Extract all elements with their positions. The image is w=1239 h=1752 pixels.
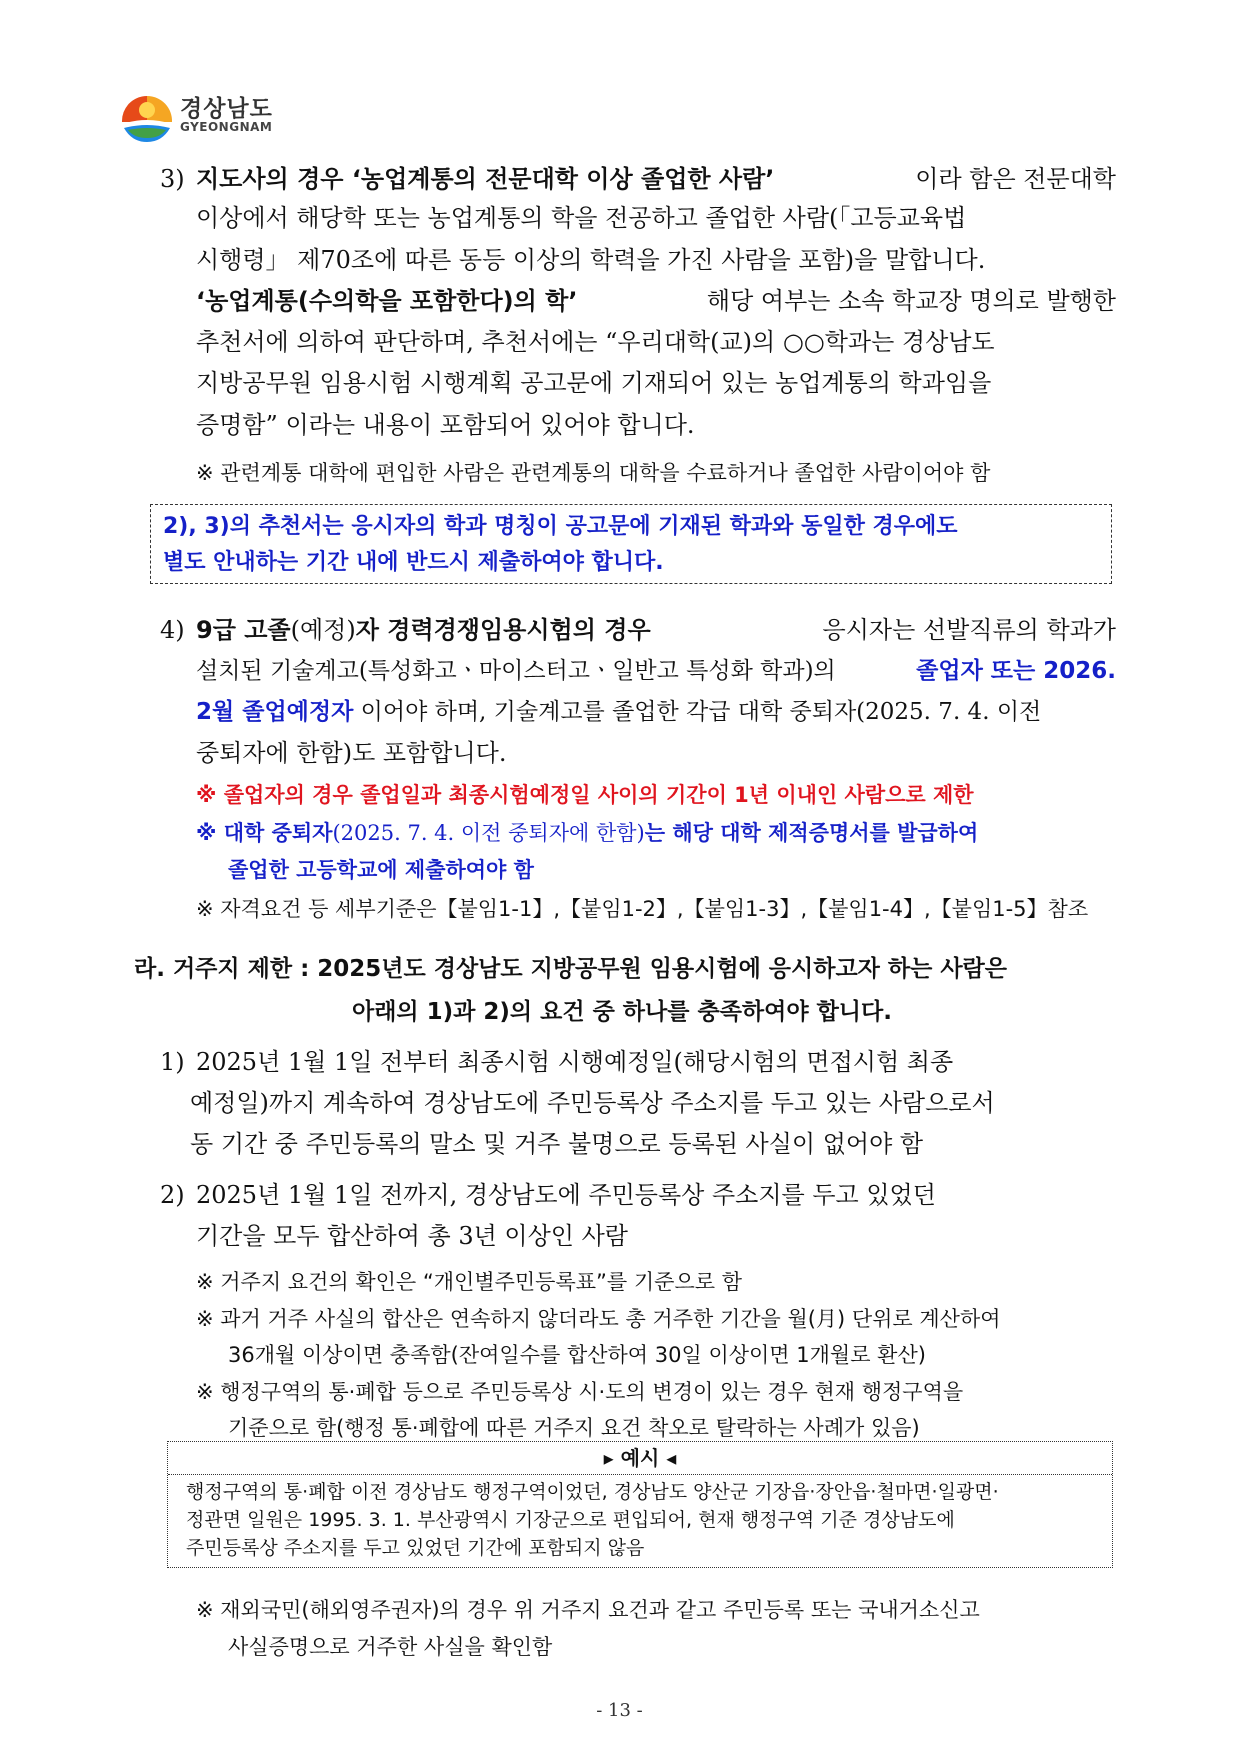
item4-line1-bold-a: 9급 고졸 (196, 616, 291, 644)
section-ra-heading: 라. 거주지 제한 : 2025년도 경상남도 지방공무원 임용시험에 응시하고자 하는 사람은 (134, 956, 1007, 982)
logo-korean-name: 경상남도 (180, 96, 273, 122)
example-line3: 주민등록상 주소지를 두고 있었던 기간에 포함되지 않음 (186, 1537, 645, 1559)
item4-line1-head (196, 615, 651, 645)
blue-note-bold-b: 는 해당 대학 제적증명서를 발급하여 (644, 821, 979, 845)
item3-line3: 시행령」 제70조에 따른 동등 이상의 학력을 가진 사람을 포함)을 말합니다. (196, 246, 986, 274)
logo-english-name: GYEONGNAM (180, 120, 273, 134)
item4-line4: 중퇴자에 한함)도 포함합니다. (196, 739, 507, 767)
ra-item1-line1: 2025년 1월 1일 전부터 최종시험 시행예정일(해당시험의 면접시험 최종 (196, 1048, 954, 1076)
ra-note2-line1: ※ 과거 거주 사실의 합산은 연속하지 않더라도 총 거주한 기간을 월(月) 단위로 계산하여 (196, 1307, 1001, 1331)
ra-item2-line1: 2025년 1월 1일 전까지, 경상남도에 주민등록상 주소지를 두고 있었던 (196, 1181, 936, 1209)
item3-line5: 추천서에 의하여 판단하며, 추천서에는 “우리대학(교)의 ○○학과는 경상남도 (196, 328, 995, 356)
item4-line2-a: 설치된 기술계고(특성화고ㆍ마이스터고ㆍ일반고 특성화 학과)의 (196, 658, 836, 684)
item4-blue-note-line2: 졸업한 고등학교에 제출하여야 함 (228, 858, 534, 882)
ra-item1-number: 1) (160, 1048, 185, 1076)
item4-line3 (196, 697, 1116, 727)
item4-line3-blue: 2월 졸업예정자 (196, 699, 354, 725)
item3-line4-rest: 해당 여부는 소속 학교장 명의로 발행한 (706, 287, 1116, 315)
item4-line2-blue: 졸업자 또는 2026. (916, 658, 1116, 684)
item3-line4-bold: ‘농업계통(수의학을 포함한다)의 학’ (196, 287, 578, 315)
item4-line1-rest: 응시자는 선발직류의 학과가 (822, 616, 1116, 644)
blue-note-bold-a: ※ 대학 중퇴자 (196, 821, 333, 845)
ra-item2-line2: 기간을 모두 합산하여 총 3년 이상인 사람 (196, 1222, 628, 1250)
item3-line4 (196, 286, 1116, 316)
ra-item1-line3: 동 기간 중 주민등록의 말소 및 거주 불명으로 등록된 사실이 없어야 함 (190, 1130, 924, 1158)
ra-note2-line2: 36개월 이상이면 충족함(잔여일수를 합산하여 30일 이상이면 1개월로 환산) (228, 1343, 926, 1367)
notice-box-line1: 2), 3)의 추천서는 응시자의 학과 명칭이 공고문에 기재된 학과와 동일한 경우에도 (163, 514, 958, 539)
ra-note4-line2: 사실증명으로 거주한 사실을 확인함 (228, 1635, 553, 1659)
item4-reference-note: ※ 자격요건 등 세부기준은【붙임1-1】,【붙임1-2】,【붙임1-3】,【붙임1-4】,【붙임1-5】참조 (196, 897, 1089, 921)
item4-number: 4) (160, 616, 185, 644)
item4-red-note: ※ 졸업자의 경우 졸업일과 최종시험예정일 사이의 기간이 1년 이내인 사람으로 제한 (196, 783, 974, 807)
item3-line1 (196, 164, 1116, 194)
item4-blue-note-line1 (196, 818, 978, 848)
ra-note3-line1: ※ 행정구역의 통·폐합 등으로 주민등록상 시·도의 변경이 있는 경우 현재 행정구역을 (196, 1380, 964, 1404)
gyeongnam-logo (118, 86, 278, 146)
item3-line6: 지방공무원 임용시험 시행계획 공고문에 기재되어 있는 농업계통의 학과임을 (196, 369, 992, 397)
item4-line2 (196, 656, 1116, 686)
recommendation-notice-box (150, 504, 1112, 584)
item3-line7: 증명함” 이라는 내용이 포함되어 있어야 합니다. (196, 411, 695, 439)
notice-box-line2: 별도 안내하는 기간 내에 반드시 제출하여야 합니다. (163, 550, 664, 575)
gyeongnam-emblem-icon (118, 86, 176, 144)
item3-note: ※ 관련계통 대학에 편입한 사람은 관련계통의 대학을 수료하거나 졸업한 사람이어야 함 (196, 461, 991, 485)
item4-line3-rest: 이어야 하며, 기술계고를 졸업한 각급 대학 중퇴자(2025. 7. 4. 이전 (360, 699, 1042, 725)
example-line2: 정관면 일원은 1995. 3. 1. 부산광역시 기장군으로 편입되어, 현재 행정구역 기준 경상남도에 (186, 1509, 955, 1531)
item4-line1-paren: (예정) (290, 616, 356, 644)
item3-line2: 이상에서 해당학 또는 농업계통의 학을 전공하고 졸업한 사람(「고등교육법 (196, 204, 967, 232)
ra-item2-number: 2) (160, 1181, 185, 1209)
ra-note4-line1: ※ 재외국민(해외영주권자)의 경우 위 거주지 요건과 같고 주민등록 또는 국내거소신고 (196, 1598, 980, 1622)
ra-item1-line2: 예정일)까지 계속하여 경상남도에 주민등록상 주소지를 두고 있는 사람으로서 (190, 1089, 995, 1117)
example-box (167, 1441, 1113, 1568)
ra-note1: ※ 거주지 요건의 확인은 “개인별주민등록표”를 기준으로 함 (196, 1270, 742, 1294)
ra-note3-line2: 기준으로 함(행정 통·폐합에 따른 거주지 요건 착오로 탈락하는 사례가 있음) (228, 1416, 920, 1440)
item4-line1-bold-b: 자 경력경쟁임용시험의 경우 (355, 616, 651, 644)
item3-number: 3) (160, 165, 185, 193)
page-number: - 13 - (596, 1700, 643, 1721)
example-line1: 행정구역의 통·폐합 이전 경상남도 행정구역이었던, 경상남도 양산군 기장읍·장안읍·철마면·일광면· (186, 1481, 999, 1503)
blue-note-paren: (2025. 7. 4. 이전 중퇴자에 한함) (332, 821, 645, 845)
section-ra-heading-line2: 아래의 1)과 2)의 요건 중 하나를 충족하여야 합니다. (352, 999, 892, 1025)
item3-line1-rest: 이라 함은 전문대학 (915, 165, 1116, 193)
item3-line1-bold: 지도사의 경우 ‘농업계통의 전문대학 이상 졸업한 사람’ (196, 165, 775, 193)
example-box-title: ▸ 예시 ◂ (168, 1442, 1112, 1475)
item4-line1 (196, 615, 1116, 645)
